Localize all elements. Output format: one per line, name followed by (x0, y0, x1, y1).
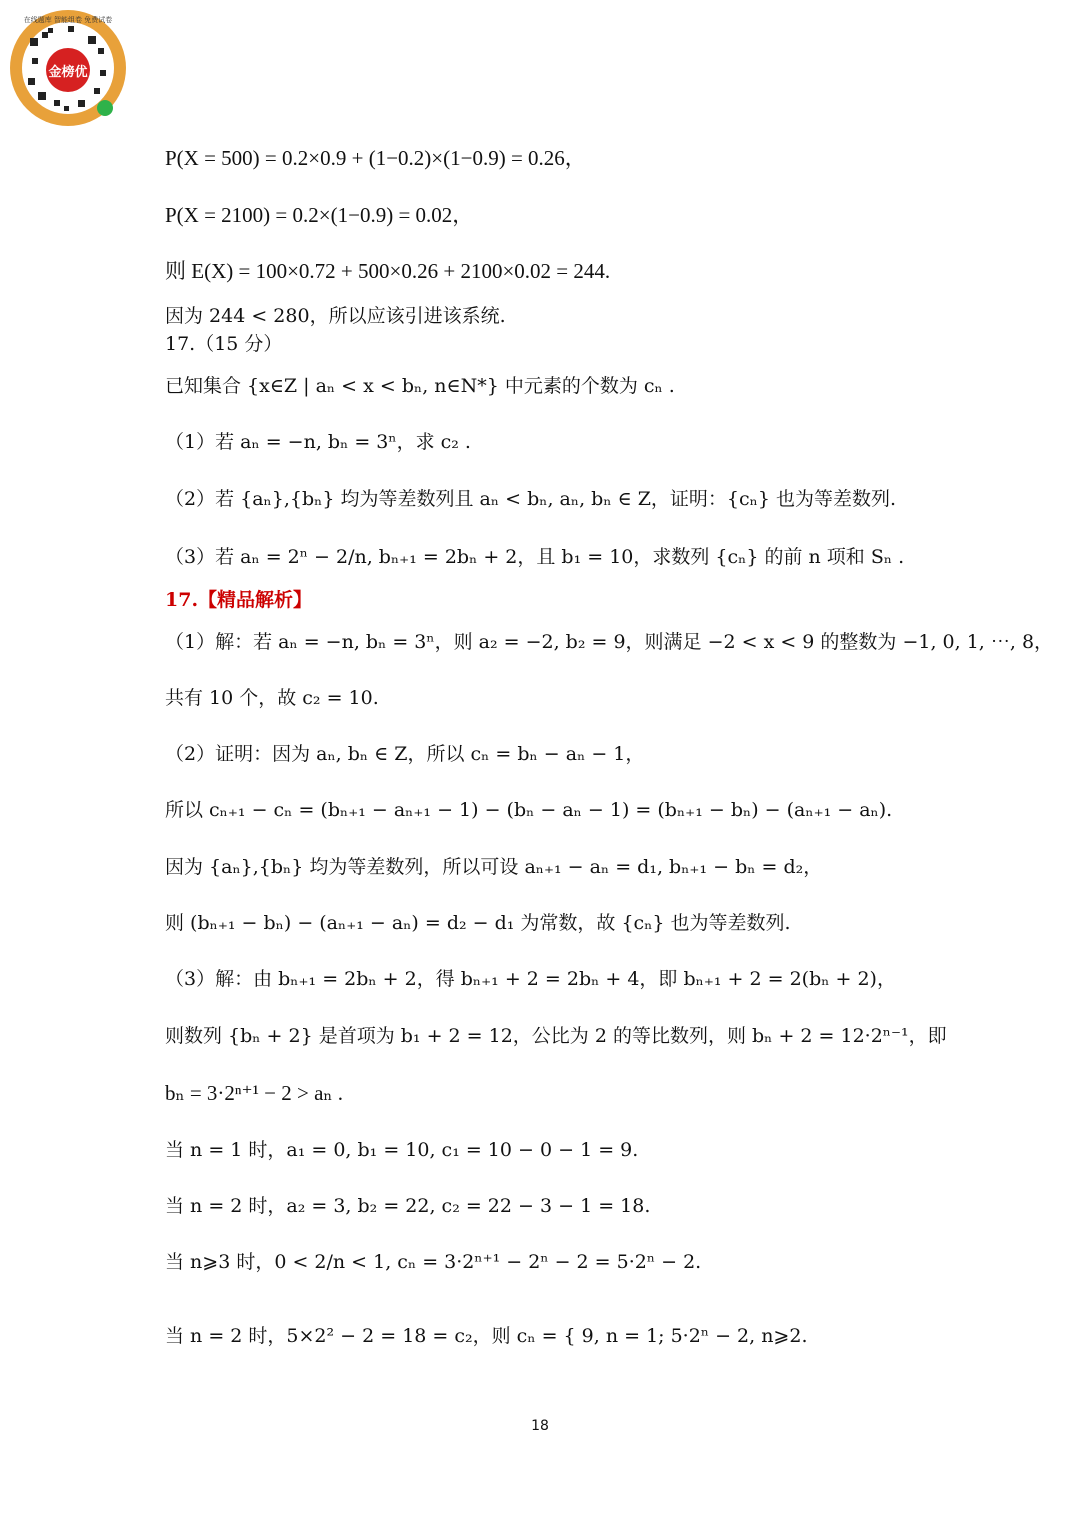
solution-part-2-c: 因为 {aₙ},{bₙ} 均为等差数列，所以可设 aₙ₊₁ − aₙ = d₁, bₙ₊₁ − bₙ = d₂， (165, 856, 823, 878)
problem-17-part-2: （2）若 {aₙ},{bₙ} 均为等差数列且 aₙ < bₙ, aₙ, bₙ ∈ Z，证明：{cₙ} 也为等差数列. (165, 488, 897, 510)
solution-part-3-b: 则数列 {bₙ + 2} 是首项为 b₁ + 2 = 12，公比为 2 的等比数列，则 bₙ + 2 = 12·2ⁿ⁻¹，即 (165, 1025, 947, 1047)
solution-part-2-a: （2）证明：因为 aₙ, bₙ ∈ Z，所以 cₙ = bₙ − aₙ − 1， (165, 743, 645, 765)
equation-p2100: P(X = 2100) = 0.2×(1−0.9) = 0.02， (165, 203, 474, 227)
problem-17-statement: 已知集合 {x∈Z | aₙ < x < bₙ, n∈N*} 中元素的个数为 cₙ . (165, 375, 675, 397)
conclusion-line: 因为 244 < 280，所以应该引进该系统. (165, 305, 506, 327)
solution-part-1-a: （1）解：若 aₙ = −n, bₙ = 3ⁿ，则 a₂ = −2, b₂ = 9，则满足 −2 < x < 9 的整数为 −1, 0, 1, ⋯, 8， (165, 631, 1054, 653)
problem-17-part-1: （1）若 aₙ = −n, bₙ = 3ⁿ，求 c₂ . (165, 431, 471, 453)
solution-piecewise: 当 n = 2 时，5×2² − 2 = 18 = c₂，则 cₙ = { 9, n = 1; 5·2ⁿ − 2, n⩾2. (165, 1325, 808, 1347)
problem-17-heading: 17.（15 分） (165, 333, 283, 355)
problem-17-part-3: （3）若 aₙ = 2ⁿ − 2/n, bₙ₊₁ = 2bₙ + 2，且 b₁ = 10，求数列 {cₙ} 的前 n 项和 Sₙ . (165, 546, 905, 568)
solution-part-2-d: 则 (bₙ₊₁ − bₙ) − (aₙ₊₁ − aₙ) = d₂ − d₁ 为常数，故 {cₙ} 也为等差数列. (165, 912, 791, 934)
logo-center-text: 金榜优 (48, 65, 88, 80)
page-number: 18 (531, 1418, 549, 1434)
solution-heading: 17.【精品解析】 (165, 589, 313, 611)
solution-case-n2: 当 n = 2 时，a₂ = 3, b₂ = 22, c₂ = 22 − 3 − 1 = 18. (165, 1195, 651, 1217)
solution-part-3-c: bₙ = 3·2ⁿ⁺¹ − 2 > aₙ . (165, 1081, 344, 1105)
solution-case-n3: 当 n⩾3 时，0 < 2/n < 1, cₙ = 3·2ⁿ⁺¹ − 2ⁿ − 2 = 5·2ⁿ − 2. (165, 1251, 702, 1273)
expectation-line: 则 E(X) = 100×0.72 + 500×0.26 + 2100×0.02 = 244. (165, 259, 611, 283)
logo-ring-text: 在线题库 智能组卷 免费试卷 (23, 16, 113, 24)
solution-case-n1: 当 n = 1 时，a₁ = 0, b₁ = 10, c₁ = 10 − 0 − 1 = 9. (165, 1139, 639, 1161)
solution-part-2-b: 所以 cₙ₊₁ − cₙ = (bₙ₊₁ − aₙ₊₁ − 1) − (bₙ − aₙ − 1) = (bₙ₊₁ − bₙ) − (aₙ₊₁ − aₙ). (165, 799, 893, 821)
solution-part-3-a: （3）解：由 bₙ₊₁ = 2bₙ + 2，得 bₙ₊₁ + 2 = 2bₙ + 4，即 bₙ₊₁ + 2 = 2(bₙ + 2)， (165, 968, 896, 990)
brand-logo (8, 8, 128, 128)
equation-p500: P(X = 500) = 0.2×0.9 + (1−0.2)×(1−0.9) = 0.26， (165, 146, 586, 170)
solution-part-1-b: 共有 10 个，故 c₂ = 10. (165, 687, 379, 709)
